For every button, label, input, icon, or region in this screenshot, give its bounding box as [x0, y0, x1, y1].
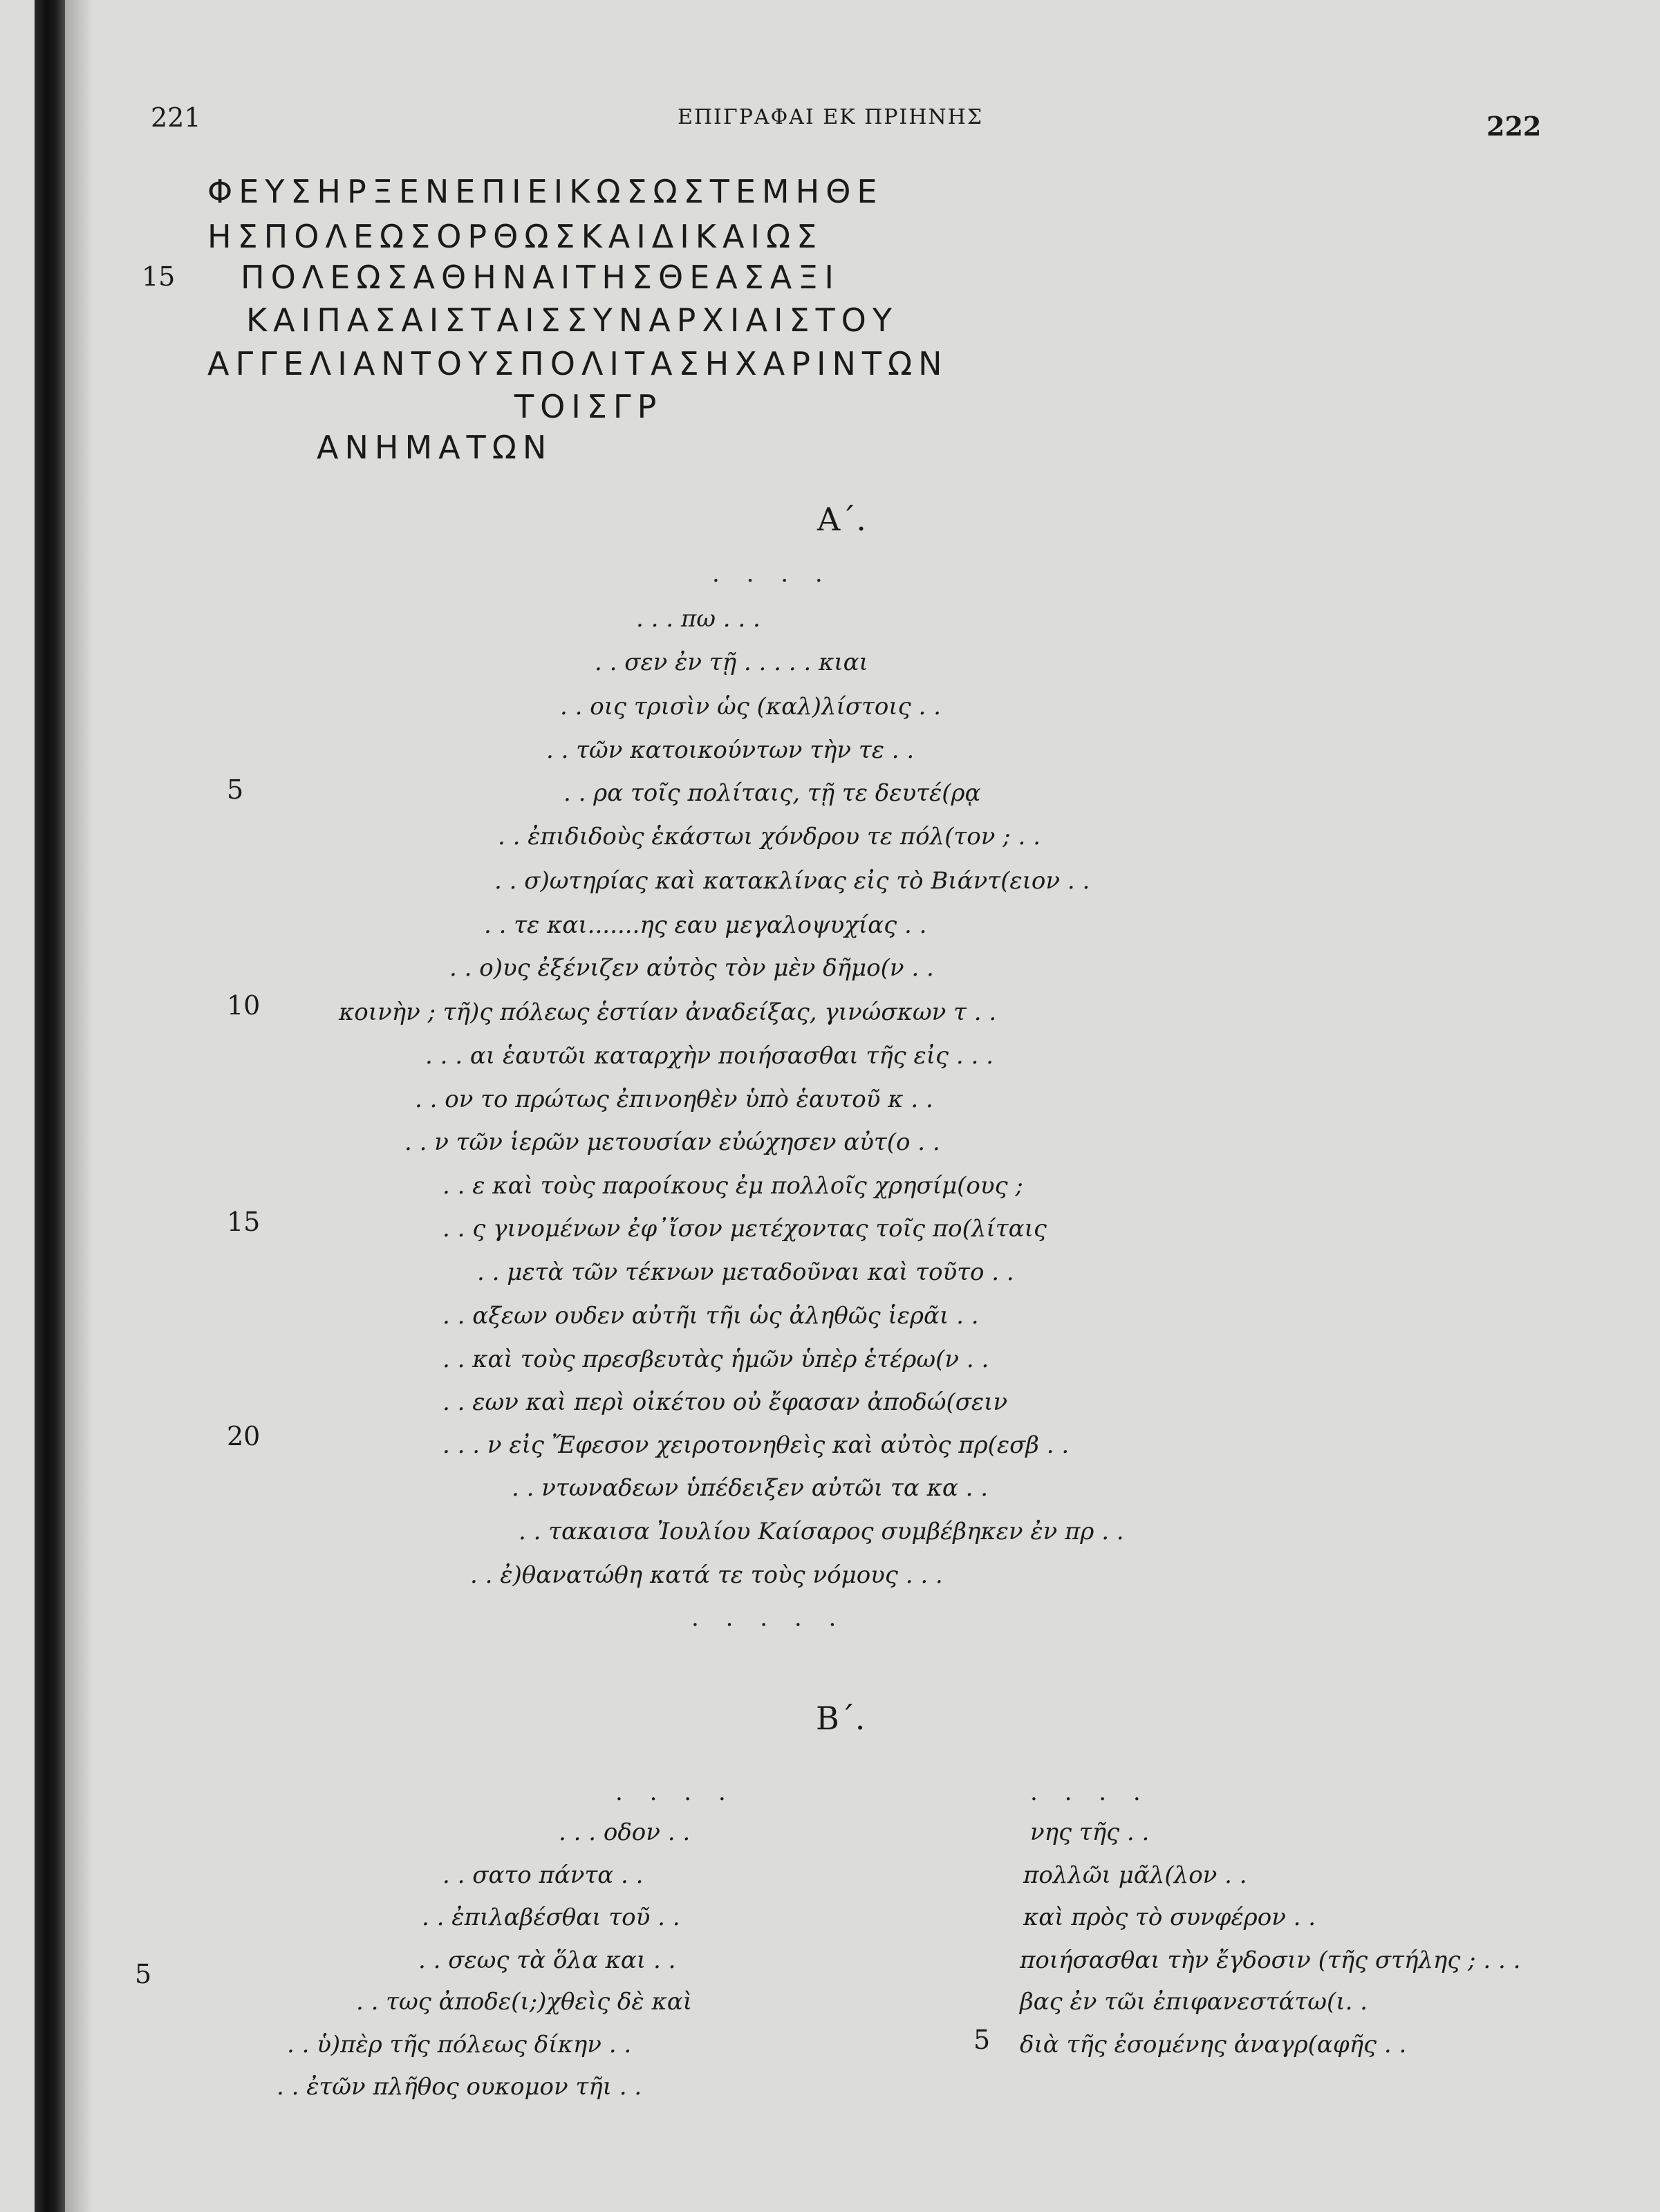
text-line: . . ἐπιλαβέσθαι τοῦ . .: [422, 1904, 680, 1931]
text-line: βας ἐν τῶι ἐπιφανεστάτω(ι. .: [1020, 1988, 1368, 2016]
text-line: καὶ πρὸς τὸ συνφέρον . .: [1023, 1904, 1316, 1931]
uncial-line: ΑΝΗΜΑΤΩΝ: [317, 429, 553, 466]
section-heading-a: Α΄.: [817, 501, 866, 538]
line-number: 20: [227, 1421, 261, 1451]
lacuna-dots: . . . .: [712, 560, 832, 588]
left-page-number: 221: [151, 102, 201, 133]
text-line: . . ν τῶν ἱερῶν μετουσίαν εὐώχησεν αὐτ(ο . .: [404, 1128, 940, 1156]
line-number: 10: [227, 990, 261, 1021]
text-line: . . ντωναδεων ὑπέδειξεν αὐτῶι τα κα . .: [512, 1474, 989, 1502]
line-number: 15: [142, 261, 176, 292]
text-line: . . σεως τὰ ὅλα και . .: [418, 1946, 676, 1974]
text-line: . . ον το πρώτως ἐπινοηθὲν ὑπὸ ἑαυτοῦ κ . .: [415, 1086, 933, 1113]
text-line: . . τε και.......ης εαυ μεγαλοψυχίας . .: [484, 911, 927, 939]
lacuna-dots: . . . . .: [691, 1604, 846, 1632]
line-number: 5: [135, 1959, 152, 1989]
uncial-line: ΑΓΓΕΛΙΑΝΤΟΥΣΠΟΛΙΤΑΣΗΧΑΡΙΝΤΩΝ: [207, 345, 949, 382]
text-line: διὰ τῆς ἐσομένης ἀναγρ(αφῆς . .: [1020, 2031, 1407, 2058]
uncial-line: ΗΣΠΟΛΕΩΣΟΡΘΩΣΚΑΙΔΙΚΑΙΩΣ: [207, 218, 823, 255]
right-page-number: 222: [1486, 111, 1542, 142]
text-line: . . οις τρισὶν ὡς (καλ)λίστοις . .: [560, 693, 941, 721]
lacuna-dots: . . . .: [615, 1778, 736, 1806]
text-line: . . ἐ)θανατώθη κατά τε τοὺς νόμους . . .: [470, 1561, 943, 1589]
text-line: . . . αι ἑαυτῶι καταρχὴν ποιήσασθαι τῆς εἰς . . .: [425, 1042, 994, 1070]
text-line: . . ς γινομένων ἐφ᾽ἴσον μετέχοντας τοῖς πο(λίταις: [442, 1215, 1047, 1243]
text-line: . . σεν ἐν τῇ . . . . . κιαι: [595, 649, 868, 676]
text-line: νης τῆς . .: [1030, 1819, 1150, 1846]
text-line: . . ἐπιδιδοὺς ἑκάστωι χόνδρου τε πόλ(τον ; . .: [498, 823, 1041, 851]
line-number: 5: [227, 774, 244, 805]
line-number: 15: [227, 1207, 261, 1237]
uncial-line: ΚΑΙΠΑΣΑΙΣΤΑΙΣΣΥΝΑΡΧΙΑΙΣΤΟΥ: [246, 301, 898, 339]
section-heading-b: Β΄.: [816, 1700, 866, 1737]
text-line: . . ο)υς ἐξένιζεν αὐτὸς τὸν μὲν δῆμο(ν . .: [449, 954, 934, 982]
text-line: . . τακαισα Ἰουλίου Καίσαρος συμβέβηκεν ἐν πρ . .: [519, 1518, 1124, 1545]
text-line: . . εων καὶ περὶ οἰκέτου οὐ ἔφασαν ἀποδώ(σειν: [442, 1388, 1008, 1416]
text-line: . . αξεων ουδεν αὐτῆι τῆι ὡς ἀληθῶς ἱερᾶι . .: [442, 1302, 979, 1330]
gutter-shading: [65, 0, 93, 2212]
running-title: ΕΠΙΓΡΑΦΑΙ ΕΚ ΠΡΙΗΝΗΣ: [678, 105, 984, 129]
text-line: . . μετὰ τῶν τέκνων μεταδοῦναι καὶ τοῦτο . .: [477, 1258, 1014, 1286]
text-line: . . τῶν κατοικούντων τὴν τε . .: [546, 736, 915, 764]
text-line: . . καὶ τοὺς πρεσβευτὰς ἡμῶν ὑπὲρ ἑτέρω(ν . .: [442, 1346, 989, 1373]
line-number: 5: [973, 2025, 991, 2055]
text-line: κοινὴν ; τῆ)ς πόλεως ἑστίαν ἀναδείξας, γινώσκων τ . .: [339, 998, 997, 1026]
text-line: . . ρα τοῖς πολίταις, τῇ τε δευτέ(ρᾳ: [563, 779, 981, 807]
text-line: . . ὑ)πὲρ τῆς πόλεως δίκην . .: [287, 2031, 632, 2058]
text-line: . . ε καὶ τοὺς παροίκους ἐμ πολλοῖς χρησίμ(ους ;: [442, 1172, 1023, 1200]
text-line: πολλῶι μᾶλ(λον . .: [1023, 1861, 1247, 1889]
text-line: . . . οδον . .: [559, 1819, 691, 1846]
text-line: . . . ν εἰς Ἔφεσον χειροτονηθεὶς καὶ αὐτὸς πρ(εσβ . .: [442, 1431, 1070, 1459]
lacuna-dots: . . . .: [1030, 1778, 1150, 1806]
book-spine-shadow: [35, 0, 65, 2212]
text-line: ποιήσασθαι τὴν ἔγδοσιν (τῆς στήλης ; . . .: [1020, 1946, 1521, 1974]
text-line: . . σ)ωτηρίας καὶ κατακλίνας εἰς τὸ Βιάντ(ειον . .: [494, 867, 1090, 895]
text-line: . . . πω . . .: [636, 605, 761, 633]
uncial-line: ΦΕΥΣΗΡΞΕΝΕΠΙΕΙΚΩΣΩΣΤΕΜΗΘΕ: [207, 173, 884, 210]
uncial-line: ΠΟΛΕΩΣΑΘΗΝΑΙΤΗΣΘΕΑΣΑΞΙ: [241, 259, 840, 296]
text-line: . . σατο πάντα . .: [442, 1861, 644, 1889]
text-line: . . τως ἀποδε(ι;)χθεὶς δὲ καὶ: [356, 1988, 693, 2016]
text-line: . . ἐτῶν πλῆθος ουκομον τῆι . .: [277, 2073, 642, 2101]
uncial-line: ΤΟΙΣΓΡ: [514, 388, 663, 425]
